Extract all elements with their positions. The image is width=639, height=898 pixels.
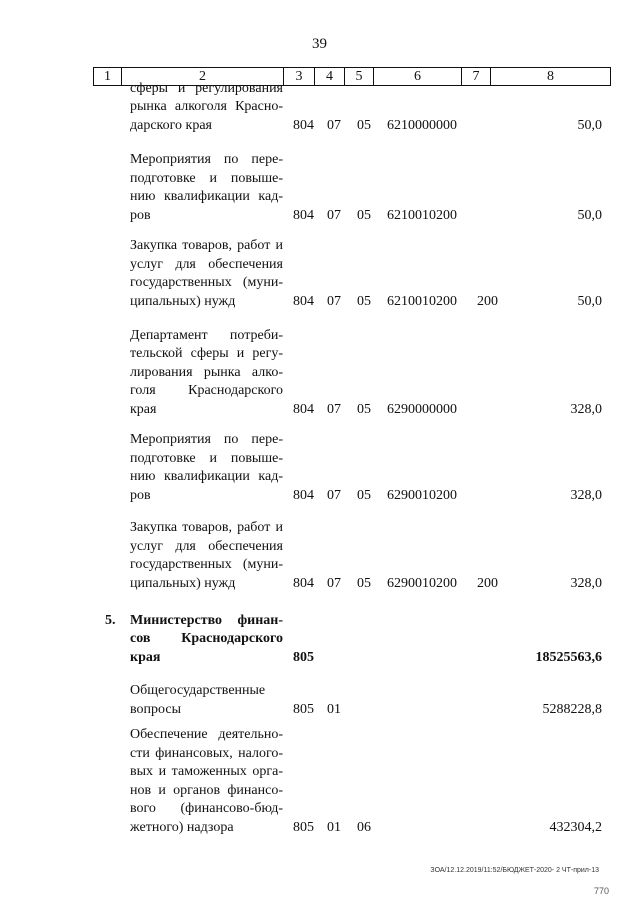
description-line: сти финансовых, налого- bbox=[130, 745, 283, 761]
page-number: 39 bbox=[312, 36, 327, 52]
row-description bbox=[130, 80, 283, 136]
table-row bbox=[0, 151, 639, 225]
cell-c5: 05 bbox=[357, 294, 371, 309]
cell-c7: 200 bbox=[477, 294, 498, 309]
cell-c6: 6290010200 bbox=[387, 576, 457, 591]
description-line: ров bbox=[130, 207, 151, 223]
description-line: Общегосударственные bbox=[130, 683, 266, 698]
description-line: лирования рынка алко- bbox=[130, 364, 283, 380]
header-col-1: 1 bbox=[94, 68, 122, 85]
cell-c3: 804 bbox=[293, 576, 314, 591]
cell-c4: 07 bbox=[327, 208, 341, 223]
table-row bbox=[0, 327, 639, 420]
cell-c6: 6290000000 bbox=[387, 402, 457, 417]
cell-c8: 328,0 bbox=[570, 576, 602, 591]
description-line: нию квалификации кад- bbox=[130, 469, 283, 484]
description-line: дарского края bbox=[130, 117, 212, 133]
description-line: подготовке и повыше- bbox=[130, 450, 283, 466]
description-line: государственных (муни- bbox=[130, 275, 283, 290]
cell-c5: 05 bbox=[357, 488, 371, 503]
cell-c8: 328,0 bbox=[570, 488, 602, 503]
row-description bbox=[130, 726, 283, 837]
header-col-5: 5 bbox=[345, 68, 374, 85]
cell-c4: 07 bbox=[327, 294, 341, 309]
cell-c8: 50,0 bbox=[577, 294, 602, 309]
cell-c8: 5288228,8 bbox=[542, 702, 602, 717]
description-line: Министерство финан- bbox=[130, 612, 283, 628]
description-line: вых и таможенных орга- bbox=[130, 764, 283, 779]
description-line: сферы и регулирования bbox=[130, 80, 283, 96]
corner-mark: 770 bbox=[593, 886, 609, 896]
row-description bbox=[130, 151, 283, 225]
cell-c3: 804 bbox=[293, 294, 314, 309]
description-line: нию квалификации кад- bbox=[130, 189, 283, 204]
cell-c3: 804 bbox=[293, 118, 314, 133]
row-description bbox=[130, 682, 283, 719]
description-line: государственных (муни- bbox=[130, 557, 283, 572]
cell-c5: 05 bbox=[357, 208, 371, 223]
description-line: края bbox=[130, 401, 157, 417]
description-line: Закупка товаров, работ и bbox=[130, 238, 283, 253]
description-line: Мероприятия по пере- bbox=[130, 152, 283, 167]
cell-c4: 07 bbox=[327, 488, 341, 503]
table-row bbox=[0, 431, 639, 505]
row-description bbox=[130, 431, 283, 505]
header-col-4: 4 bbox=[315, 68, 345, 85]
description-line: голя Краснодарского bbox=[130, 383, 283, 398]
cell-c3: 804 bbox=[293, 402, 314, 417]
row-description bbox=[130, 237, 283, 311]
cell-c3: 805 bbox=[293, 820, 314, 835]
cell-c8: 50,0 bbox=[577, 208, 602, 223]
description-line: услуг для обеспечения bbox=[130, 538, 283, 554]
header-col-8: 8 bbox=[547, 69, 554, 84]
description-line: ципальных) нужд bbox=[130, 293, 236, 309]
cell-c5: 06 bbox=[357, 820, 371, 835]
table-row bbox=[0, 682, 639, 719]
row-description bbox=[130, 519, 283, 593]
description-line: сов Краснодарского bbox=[130, 631, 283, 646]
row-description bbox=[130, 612, 283, 668]
cell-c7: 200 bbox=[477, 576, 498, 591]
description-line: подготовке и повыше- bbox=[130, 170, 283, 186]
row-description bbox=[130, 327, 283, 420]
cell-c3: 804 bbox=[293, 488, 314, 503]
description-line: ров bbox=[130, 487, 151, 503]
description-line: нов и органов финансо- bbox=[130, 782, 283, 798]
cell-c8: 50,0 bbox=[577, 118, 602, 133]
cell-c4: 01 bbox=[327, 820, 341, 835]
cell-c3: 805 bbox=[293, 650, 314, 665]
cell-c8: 328,0 bbox=[570, 402, 602, 417]
description-line: услуг для обеспечения bbox=[130, 256, 283, 272]
table-row bbox=[0, 726, 639, 837]
table-row bbox=[0, 612, 639, 668]
cell-c5: 05 bbox=[357, 576, 371, 591]
description-line: вопросы bbox=[130, 701, 181, 717]
description-line: Обеспечение деятельно- bbox=[130, 727, 283, 742]
cell-c5: 05 bbox=[357, 118, 371, 133]
cell-c8: 432304,2 bbox=[549, 820, 602, 835]
header-col-2: 2 bbox=[122, 68, 284, 85]
cell-c6: 6210000000 bbox=[387, 118, 457, 133]
description-line: ципальных) нужд bbox=[130, 575, 236, 591]
description-line: жетного) надзора bbox=[130, 819, 234, 835]
header-col-7: 7 bbox=[462, 68, 491, 85]
header-col-6: 6 bbox=[374, 68, 462, 85]
cell-c3: 804 bbox=[293, 208, 314, 223]
table-row bbox=[0, 519, 639, 593]
cell-c4: 01 bbox=[327, 702, 341, 717]
cell-c4: 07 bbox=[327, 118, 341, 133]
description-line: рынка алкоголя Красно- bbox=[130, 99, 283, 114]
cell-c6: 6210010200 bbox=[387, 208, 457, 223]
description-line: Департамент потреби- bbox=[130, 327, 283, 343]
footer-stamp: ЗОА/12.12.2019/11:52/БЮДЖЕТ-2020- 2 ЧТ-прил-13 bbox=[430, 867, 599, 874]
header-col-3: 3 bbox=[284, 68, 315, 85]
cell-c4: 07 bbox=[327, 402, 341, 417]
row-number: 5. bbox=[105, 612, 116, 628]
description-line: вого (финансово-бюд- bbox=[130, 801, 283, 816]
cell-c3: 805 bbox=[293, 702, 314, 717]
table-row bbox=[0, 80, 639, 136]
description-line: Закупка товаров, работ и bbox=[130, 520, 283, 535]
cell-c6: 6290010200 bbox=[387, 488, 457, 503]
cell-c8: 18525563,6 bbox=[535, 650, 602, 665]
cell-c6: 6210010200 bbox=[387, 294, 457, 309]
description-line: Мероприятия по пере- bbox=[130, 432, 283, 447]
cell-c5: 05 bbox=[357, 402, 371, 417]
cell-c4: 07 bbox=[327, 576, 341, 591]
description-line: края bbox=[130, 649, 161, 665]
table-row bbox=[0, 237, 639, 311]
description-line: тельской сферы и регу- bbox=[130, 346, 283, 361]
